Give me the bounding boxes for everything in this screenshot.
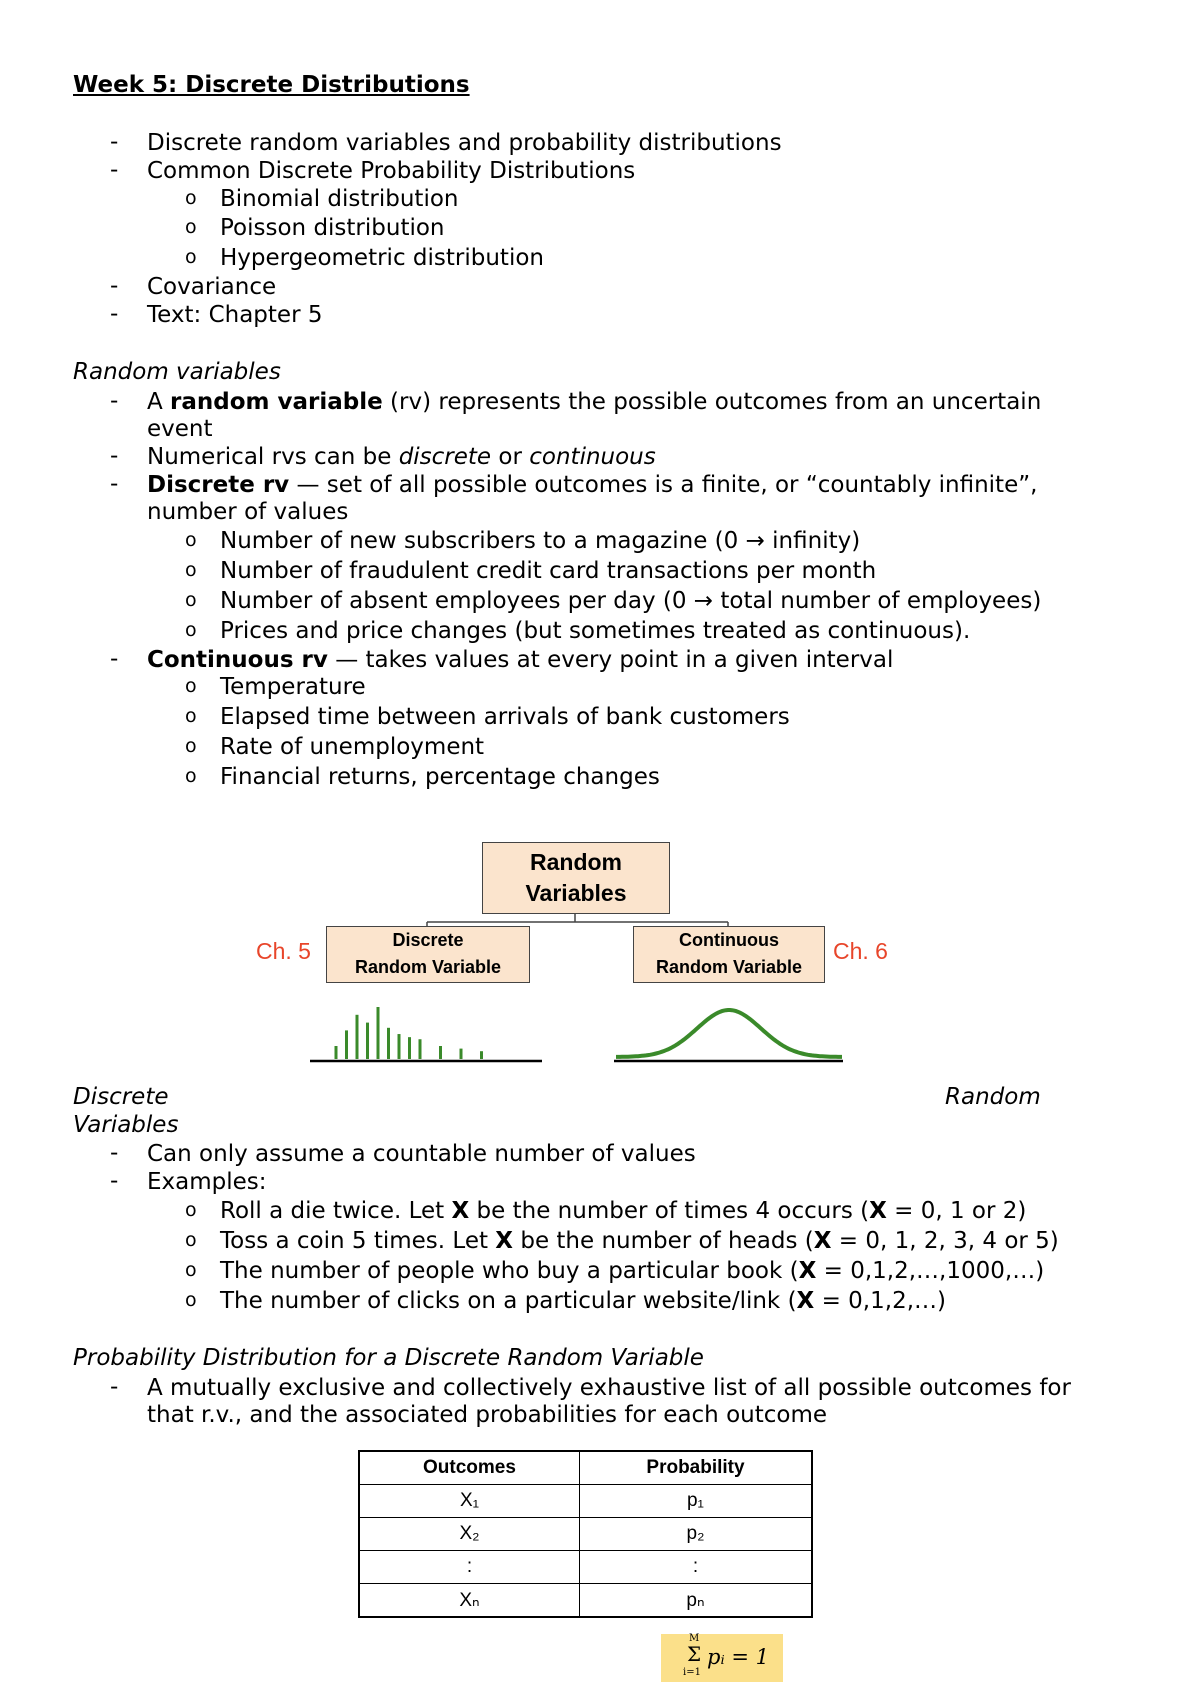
bullet-dash: - bbox=[110, 129, 119, 155]
discrete-rv-def-cont: number of values bbox=[147, 499, 349, 525]
overview-item: Common Discrete Probability Distributions bbox=[147, 158, 636, 184]
bullet-dash: - bbox=[110, 388, 119, 414]
discrete-rv-example: The number of people who buy a particular book (X = 0,1,2,…,1000,…) bbox=[220, 1258, 1045, 1284]
section-heading-discrete-a: Discrete bbox=[73, 1084, 169, 1110]
page-title: Week 5: Discrete Distributions bbox=[73, 72, 470, 98]
bullet-dash: - bbox=[110, 1168, 119, 1194]
discrete-example: Number of fraudulent credit card transactions per month bbox=[220, 558, 877, 584]
sum-formula: M Σ i=1 pᵢ = 1 bbox=[661, 1634, 783, 1682]
table-cell: : bbox=[579, 1551, 812, 1584]
chapter-label-right: Ch. 6 bbox=[833, 938, 888, 964]
discrete-rv-point: Examples: bbox=[147, 1169, 267, 1195]
section-heading-prob-dist: Probability Distribution for a Discrete Random Variable bbox=[73, 1345, 704, 1371]
continuous-example: Rate of unemployment bbox=[220, 734, 485, 760]
bullet-circle: o bbox=[185, 1199, 197, 1221]
table-cell: : bbox=[359, 1551, 579, 1584]
column-header-probability: Probability bbox=[579, 1451, 812, 1485]
bullet-circle: o bbox=[185, 216, 197, 238]
bullet-circle: o bbox=[185, 246, 197, 268]
discrete-rv-example: Roll a die twice. Let X be the number of times 4 occurs (X = 0, 1 or 2) bbox=[220, 1198, 1027, 1224]
overview-item: Text: Chapter 5 bbox=[147, 302, 323, 328]
table-row bbox=[359, 1518, 812, 1551]
continuous-example: Elapsed time between arrivals of bank customers bbox=[220, 704, 790, 730]
bullet-circle: o bbox=[185, 705, 197, 727]
bullet-circle: o bbox=[185, 1229, 197, 1251]
probability-table bbox=[358, 1450, 813, 1618]
section-heading-discrete-b: Random bbox=[945, 1084, 1041, 1110]
discrete-example: Number of absent employees per day (0 → total number of employees) bbox=[220, 588, 1042, 614]
bullet-dash: - bbox=[110, 273, 119, 299]
discrete-bars bbox=[336, 1007, 482, 1059]
rv-definition-cont: event bbox=[147, 416, 213, 442]
chapter-label-left: Ch. 5 bbox=[256, 938, 311, 964]
rv-types: Numerical rvs can be discrete or continuous bbox=[147, 444, 656, 470]
discrete-example: Number of new subscribers to a magazine (0 → infinity) bbox=[220, 528, 861, 554]
table-row bbox=[359, 1551, 812, 1584]
rv-definition: A random variable (rv) represents the possible outcomes from an uncertain bbox=[147, 389, 1042, 415]
overview-item: Discrete random variables and probability distributions bbox=[147, 130, 782, 156]
bullet-circle: o bbox=[185, 1259, 197, 1281]
table-header-row bbox=[359, 1451, 812, 1485]
table-cell: X₁ bbox=[359, 1485, 579, 1518]
overview-item: Covariance bbox=[147, 274, 277, 300]
table-row bbox=[359, 1485, 812, 1518]
bullet-circle: o bbox=[185, 675, 197, 697]
continuous-example: Temperature bbox=[220, 674, 366, 700]
discrete-rv-point: Can only assume a countable number of values bbox=[147, 1141, 696, 1167]
section-heading-discrete-c: Variables bbox=[73, 1112, 179, 1138]
bullet-dash: - bbox=[110, 157, 119, 183]
section-heading-random-variables: Random variables bbox=[73, 359, 281, 385]
bullet-dash: - bbox=[110, 646, 119, 672]
bullet-circle: o bbox=[185, 1289, 197, 1311]
bullet-circle: o bbox=[185, 187, 197, 209]
table-row bbox=[359, 1584, 812, 1618]
continuous-example: Financial returns, percentage changes bbox=[220, 764, 660, 790]
diagram-box-discrete: Discrete Random Variable bbox=[326, 926, 530, 983]
bullet-circle: o bbox=[185, 589, 197, 611]
discrete-rv-example: Toss a coin 5 times. Let X be the number of heads (X = 0, 1, 2, 3, 4 or 5) bbox=[220, 1228, 1059, 1254]
prob-dist-def-cont: that r.v., and the associated probabilities for each outcome bbox=[147, 1402, 828, 1428]
overview-subitem: Binomial distribution bbox=[220, 186, 459, 212]
overview-subitem: Poisson distribution bbox=[220, 215, 445, 241]
diagram-box-random-variables: Random Variables bbox=[482, 842, 670, 914]
continuous-curve bbox=[616, 1010, 842, 1057]
table-cell: pₙ bbox=[579, 1584, 812, 1618]
table-cell: X₂ bbox=[359, 1518, 579, 1551]
table-cell: p₂ bbox=[579, 1518, 812, 1551]
bullet-circle: o bbox=[185, 619, 197, 641]
table-cell: Xₙ bbox=[359, 1584, 579, 1618]
discrete-example: Prices and price changes (but sometimes treated as continuous). bbox=[220, 618, 971, 644]
bullet-circle: o bbox=[185, 559, 197, 581]
bullet-dash: - bbox=[110, 471, 119, 497]
overview-subitem: Hypergeometric distribution bbox=[220, 245, 544, 271]
discrete-rv-def: Discrete rv — set of all possible outcomes is a finite, or “countably infinite”, bbox=[147, 472, 1038, 498]
bullet-circle: o bbox=[185, 529, 197, 551]
continuous-rv-def: Continuous rv — takes values at every point in a given interval bbox=[147, 647, 894, 673]
bullet-circle: o bbox=[185, 765, 197, 787]
table-cell: p₁ bbox=[579, 1485, 812, 1518]
bullet-circle: o bbox=[185, 735, 197, 757]
diagram-box-continuous: Continuous Random Variable bbox=[633, 926, 825, 983]
discrete-rv-example: The number of clicks on a particular website/link (X = 0,1,2,…) bbox=[220, 1288, 946, 1314]
bullet-dash: - bbox=[110, 1374, 119, 1400]
bullet-dash: - bbox=[110, 301, 119, 327]
bullet-dash: - bbox=[110, 443, 119, 469]
column-header-outcomes: Outcomes bbox=[359, 1451, 579, 1485]
prob-dist-def: A mutually exclusive and collectively exhaustive list of all possible outcomes for bbox=[147, 1375, 1071, 1401]
bullet-dash: - bbox=[110, 1140, 119, 1166]
